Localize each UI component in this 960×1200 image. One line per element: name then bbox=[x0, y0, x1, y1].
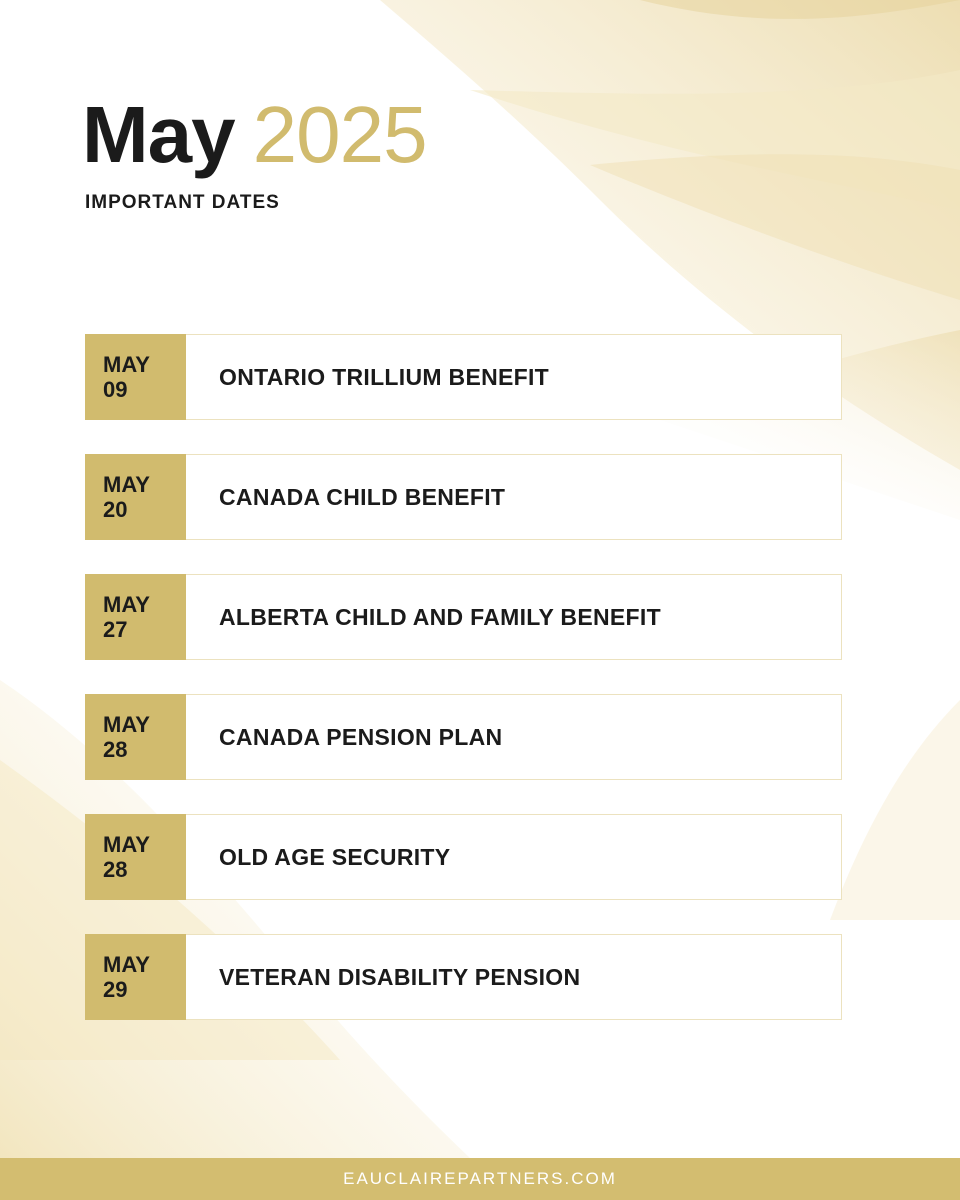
date-badge bbox=[85, 454, 186, 540]
date-badge bbox=[85, 934, 186, 1020]
date-row bbox=[85, 454, 842, 540]
date-month: MAY bbox=[103, 352, 150, 377]
date-month: MAY bbox=[103, 832, 150, 857]
footer-bar bbox=[0, 1158, 960, 1200]
website-link[interactable]: EAUCLAIREPARTNERS.COM bbox=[343, 1169, 617, 1188]
page-subtitle: IMPORTANT DATES bbox=[85, 192, 280, 213]
important-dates-list bbox=[85, 334, 842, 1054]
date-badge bbox=[85, 814, 186, 900]
date-day: 09 bbox=[103, 377, 128, 402]
title-month: May bbox=[82, 90, 235, 179]
date-row bbox=[85, 814, 842, 900]
date-badge bbox=[85, 694, 186, 780]
page-title bbox=[82, 92, 427, 178]
date-month: MAY bbox=[103, 952, 150, 977]
date-badge bbox=[85, 574, 186, 660]
date-row bbox=[85, 934, 842, 1020]
date-day: 28 bbox=[103, 737, 128, 762]
event-label: ONTARIO TRILLIUM BENEFIT bbox=[219, 363, 550, 390]
date-day: 20 bbox=[103, 497, 128, 522]
date-day: 27 bbox=[103, 617, 128, 642]
date-row bbox=[85, 574, 842, 660]
event-label: ALBERTA CHILD AND FAMILY BENEFIT bbox=[219, 603, 661, 630]
event-label: CANADA PENSION PLAN bbox=[219, 723, 503, 750]
event-label: VETERAN DISABILITY PENSION bbox=[219, 963, 581, 990]
title-year: 2025 bbox=[252, 90, 427, 179]
date-month: MAY bbox=[103, 712, 150, 737]
date-month: MAY bbox=[103, 472, 150, 497]
date-day: 28 bbox=[103, 857, 128, 882]
event-label: OLD AGE SECURITY bbox=[219, 843, 451, 870]
date-row bbox=[85, 334, 842, 420]
date-row bbox=[85, 694, 842, 780]
date-day: 29 bbox=[103, 977, 128, 1002]
event-label: CANADA CHILD BENEFIT bbox=[219, 483, 506, 510]
date-month: MAY bbox=[103, 592, 150, 617]
date-badge bbox=[85, 334, 186, 420]
